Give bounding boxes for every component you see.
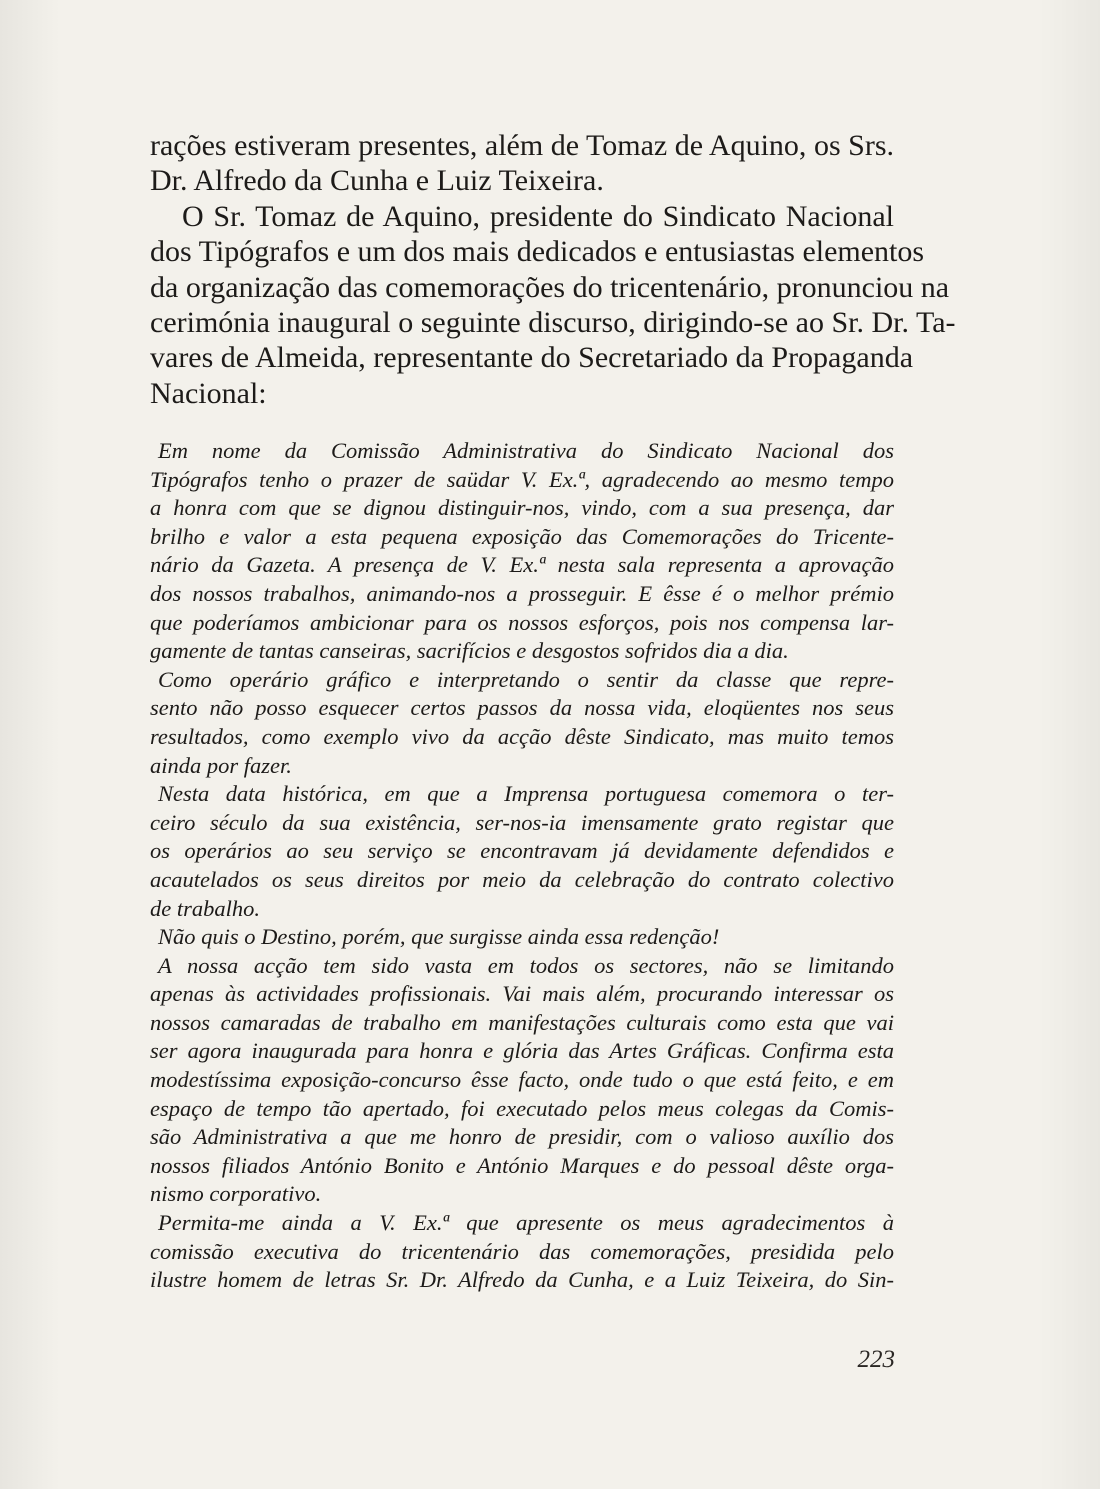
text-line: dos Tipógrafos e um dos mais dedicados e entusiastas elementos [150,235,925,269]
speech-line: ser agora inaugurada para honra e glória das Artes Gráficas. Confirma esta [150,1038,894,1064]
speech-line: nismo corporativo. [150,1181,322,1207]
text-line: vares de Almeida, representante do Secretariado da Propaganda [150,341,914,375]
speech-line: gamente de tantas canseiras, sacrifícios e desgostos sofridos dia a dia. [150,638,789,664]
speech-line: nossos filiados António Bonito e António Marques e do pessoal dêste orga- [150,1152,894,1178]
speech-line: comissão executiva do tricentenário das comemorações, presidida pelo [150,1238,894,1264]
speech-text [150,437,894,1295]
speech-line: que poderíamos ambicionar para os nossos esforços, pois nos compensa lar- [150,609,894,635]
speech-line: a honra com que se dignou distinguir-nos, vindo, com a sua presença, dar [150,495,894,521]
narrative-paragraph [150,199,956,411]
speech-line: os operários ao seu serviço se encontravam já devidamente defendidos e [150,838,894,864]
text-line: O Sr. Tomaz de Aquino, presidente do Sindicato Nacional [182,199,894,233]
intro-paragraph [150,128,894,199]
speech-line: ilustre homem de letras Sr. Dr. Alfredo da Cunha, e a Luiz Teixeira, do Sin- [150,1267,894,1293]
speech-line: dos nossos trabalhos, animando-nos a prosseguir. E êsse é o melhor prémio [150,580,894,606]
speech-line: espaço de tempo tão apertado, foi executado pelos meus colegas da Comis- [150,1095,894,1121]
speech-line: Não quis o Destino, porém, que surgisse ainda essa redenção! [158,924,720,950]
speech-line: Tipógrafos tenho o prazer de saüdar V. Ex.ª, agradecendo ao mesmo tempo [150,466,894,492]
speech-line: A nossa acção tem sido vasta em todos os sectores, não se limitando [158,952,894,978]
speech-line: resultados, como exemplo vivo da acção dêste Sindicato, mas muito temos [150,723,894,749]
text-line: da organização das comemorações do tricentenário, pronunciou na [150,270,950,304]
speech-line: modestíssima exposição-concurso êsse facto, onde tudo o que está feito, e em [150,1067,894,1093]
speech-line: sento não posso esquecer certos passos da nossa vida, eloqüentes nos seus [150,695,894,721]
speech-line: nário da Gazeta. A presença de V. Ex.ª nesta sala representa a aprovação [150,552,894,578]
intro-text [150,128,956,411]
speech-line: brilho e valor a esta pequena exposição das Comemorações do Tricente- [150,523,894,549]
text-line: rações estiveram presentes, além de Tomaz de Aquino, os Srs. [150,129,894,162]
page-number: 223 [857,1346,895,1373]
speech-line: Em nome da Comissão Administrativa do Sindicato Nacional dos [158,438,894,463]
speech-line: ainda por fazer. [150,752,292,778]
speech-line: nossos camaradas de trabalho em manifestações culturais como esta que vai [150,1009,894,1035]
text-line: cerimónia inaugural o seguinte discurso, dirigindo-se ao Sr. Dr. Ta- [150,306,956,340]
speech-line: Permita-me ainda a V. Ex.ª que apresente os meus agradecimentos à [158,1210,894,1236]
speech-line: Nesta data histórica, em que a Imprensa portuguesa comemora o ter- [158,781,894,807]
text-line: Nacional: [150,376,267,410]
speech-line: ceiro século da sua existência, ser-nos-ia imensamente grato registar que [150,809,894,835]
speech-line: acautelados os seus direitos por meio da celebração do contrato colectivo [150,866,894,892]
speech-line: apenas às actividades profissionais. Vai mais além, procurando interessar os [150,981,894,1007]
text-line: Dr. Alfredo da Cunha e Luiz Teixeira. [150,164,604,198]
speech-line: de trabalho. [150,895,260,921]
speech-line: Como operário gráfico e interpretando o sentir da classe que repre- [158,666,894,692]
speech-line: são Administrativa a que me honro de presidir, com o valioso auxílio dos [150,1124,894,1150]
